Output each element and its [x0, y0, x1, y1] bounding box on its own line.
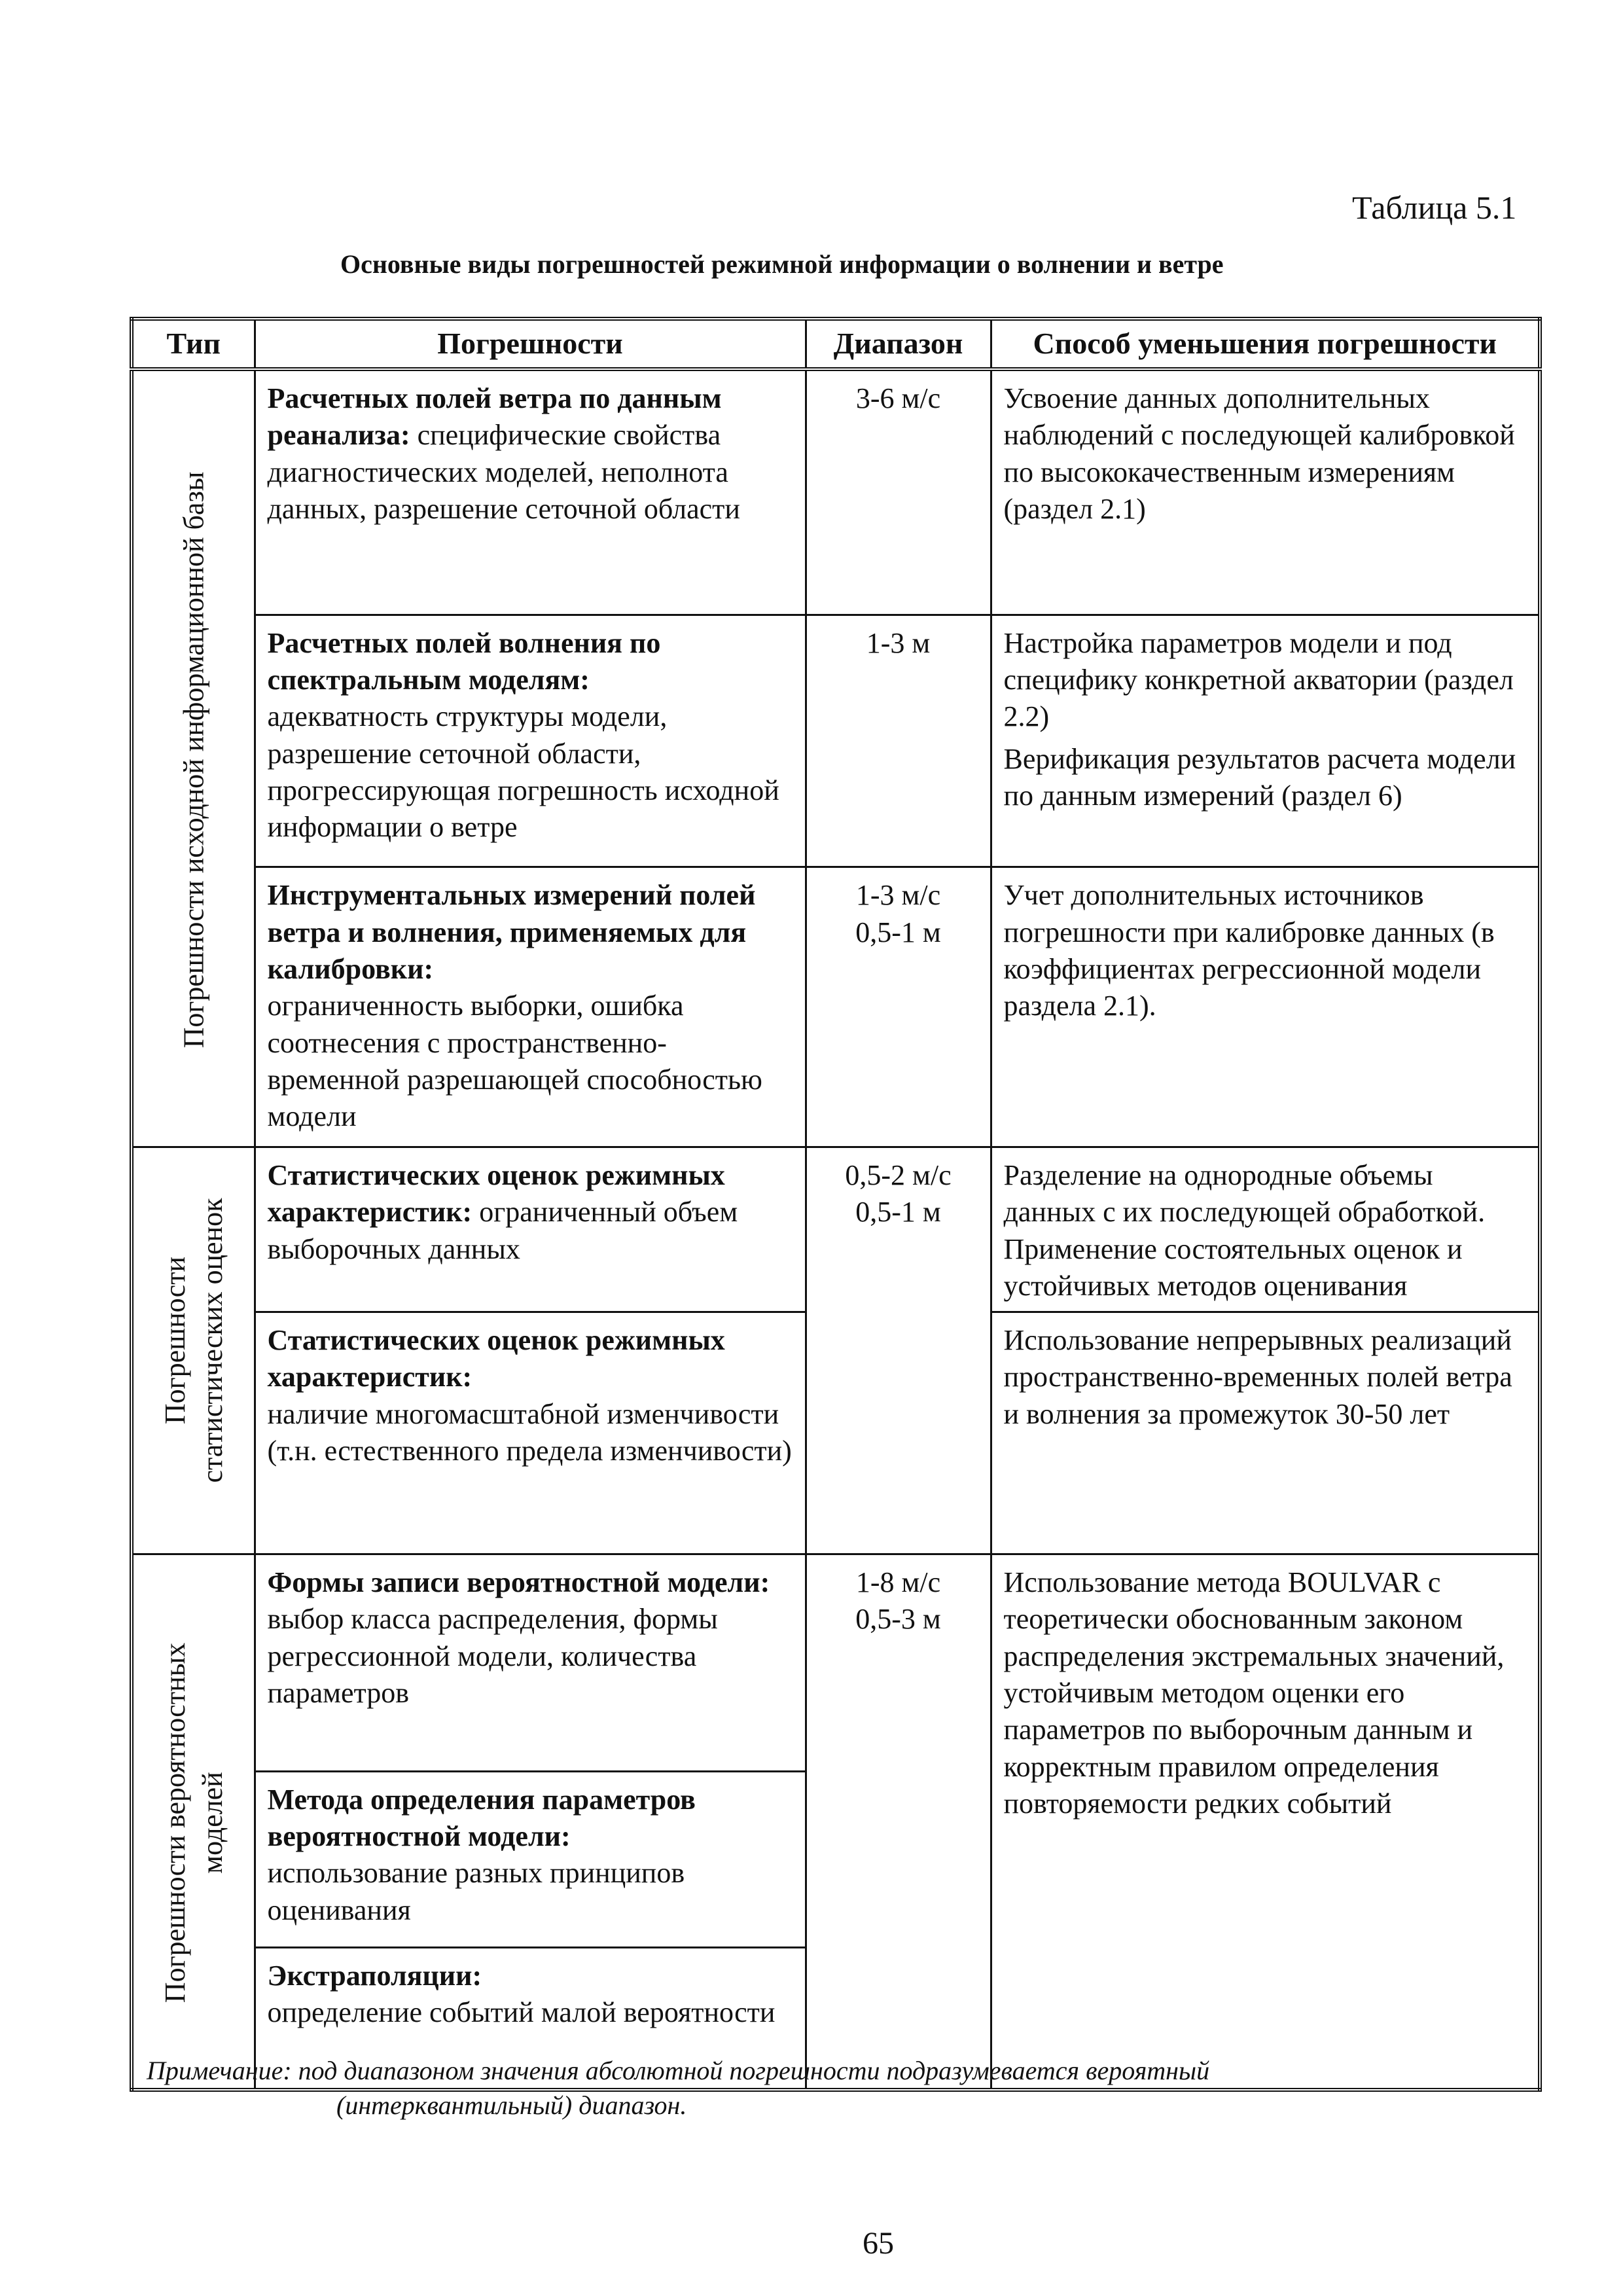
header-method: Способ уменьшения погрешности	[991, 319, 1540, 369]
range-cell: 0,5-2 м/с 0,5-1 м	[806, 1147, 991, 1554]
range-cell: 3-6 м/с	[806, 369, 991, 615]
type-cell-source-data	[132, 369, 255, 1147]
error-cell: Метода определения параметров вероятностной модели: использование разных принципов оценивания	[255, 1771, 806, 1947]
method-cell: Учет дополнительных источников погрешности при калибровке данных (в коэффициентах регрессионной модели раздела 2.1).	[991, 867, 1540, 1147]
table-note	[147, 2054, 1429, 2123]
error-cell: Расчетных полей ветра по данным реанализа: специфические свойства диагностических моделей, неполнота данных, разрешение сеточной области	[255, 369, 806, 615]
table-label: Таблица 5.1	[1352, 189, 1517, 226]
type-cell-probability	[132, 1554, 255, 2090]
table-header-row	[132, 319, 1540, 369]
method-cell: Разделение на однородные объемы данных с их последующей обработкой. Применение состоятельных оценок и устойчивых методов оценивания	[991, 1147, 1540, 1312]
type-label-source-data: Погрешности исходной информационной базы	[177, 471, 210, 1049]
range-cell: 1-3 м	[806, 615, 991, 867]
range-cell: 1-8 м/с 0,5-3 м	[806, 1554, 991, 2090]
method-cell: Использование непрерывных реализаций пространственно-временных полей ветра и волнения за промежуток 30-50 лет	[991, 1312, 1540, 1554]
table-row	[132, 369, 1540, 615]
table-row	[132, 615, 1540, 867]
table-row	[132, 1147, 1540, 1312]
range-cell: 1-3 м/с 0,5-1 м	[806, 867, 991, 1147]
method-cell: Усвоение данных дополнительных наблюдений с последующей калибровкой по высококачественным измерениям (раздел 2.1)	[991, 369, 1540, 615]
method-cell: Использование метода BOULVAR с теоретически обоснованным законом распределения экстремальных значений, устойчивым методом оценки его параметров по выборочным данным и корректным правилом определения повторяемости редких событий	[991, 1554, 1540, 2090]
table-row	[132, 867, 1540, 1147]
header-errors: Погрешности	[255, 319, 806, 369]
error-cell: Формы записи вероятностной модели: выбор класса распределения, формы регрессионной модели, количества параметров	[255, 1554, 806, 1772]
error-cell: Статистических оценок режимных характеристик: ограниченный объем выборочных данных	[255, 1147, 806, 1312]
method-cell: Настройка параметров модели и под специфику конкретной акватории (раздел 2.2) Верификация результатов расчета модели по данным измерений (раздел 6)	[991, 615, 1540, 867]
type-cell-statistics	[132, 1147, 255, 1554]
type-label-probability: Погрешности вероятностных моделей	[158, 1642, 228, 2003]
table-row	[132, 1554, 1540, 1772]
header-range: Диапазон	[806, 319, 991, 369]
header-type: Тип	[132, 319, 255, 369]
error-cell: Расчетных полей волнения по спектральным моделям: адекватность структуры модели, разрешение сеточной области, прогрессирующая погрешность исходной информации о ветре	[255, 615, 806, 867]
page-number: 65	[863, 2226, 894, 2261]
error-cell: Экстраполяции: определение событий малой вероятности	[255, 1948, 806, 2090]
note-line-1: Примечание: под диапазоном значения абсолютной погрешности подразумевается вероятный	[147, 2056, 1210, 2085]
error-table	[130, 317, 1542, 2092]
table-caption: Основные виды погрешностей режимной информации о волнении и ветре	[340, 249, 1224, 279]
note-line-2: (интерквантильный) диапазон.	[336, 2090, 687, 2120]
error-cell: Инструментальных измерений полей ветра и волнения, применяемых для калибровки: ограниченность выборки, ошибка соотнесения с пространственно-временной разрешающей способностью модели	[255, 867, 806, 1147]
error-cell: Статистических оценок режимных характеристик: наличие многомасштабной изменчивости (т.н. естественного предела изменчивости)	[255, 1312, 806, 1554]
type-label-statistics: Погрешности статистических оценок	[158, 1198, 228, 1483]
